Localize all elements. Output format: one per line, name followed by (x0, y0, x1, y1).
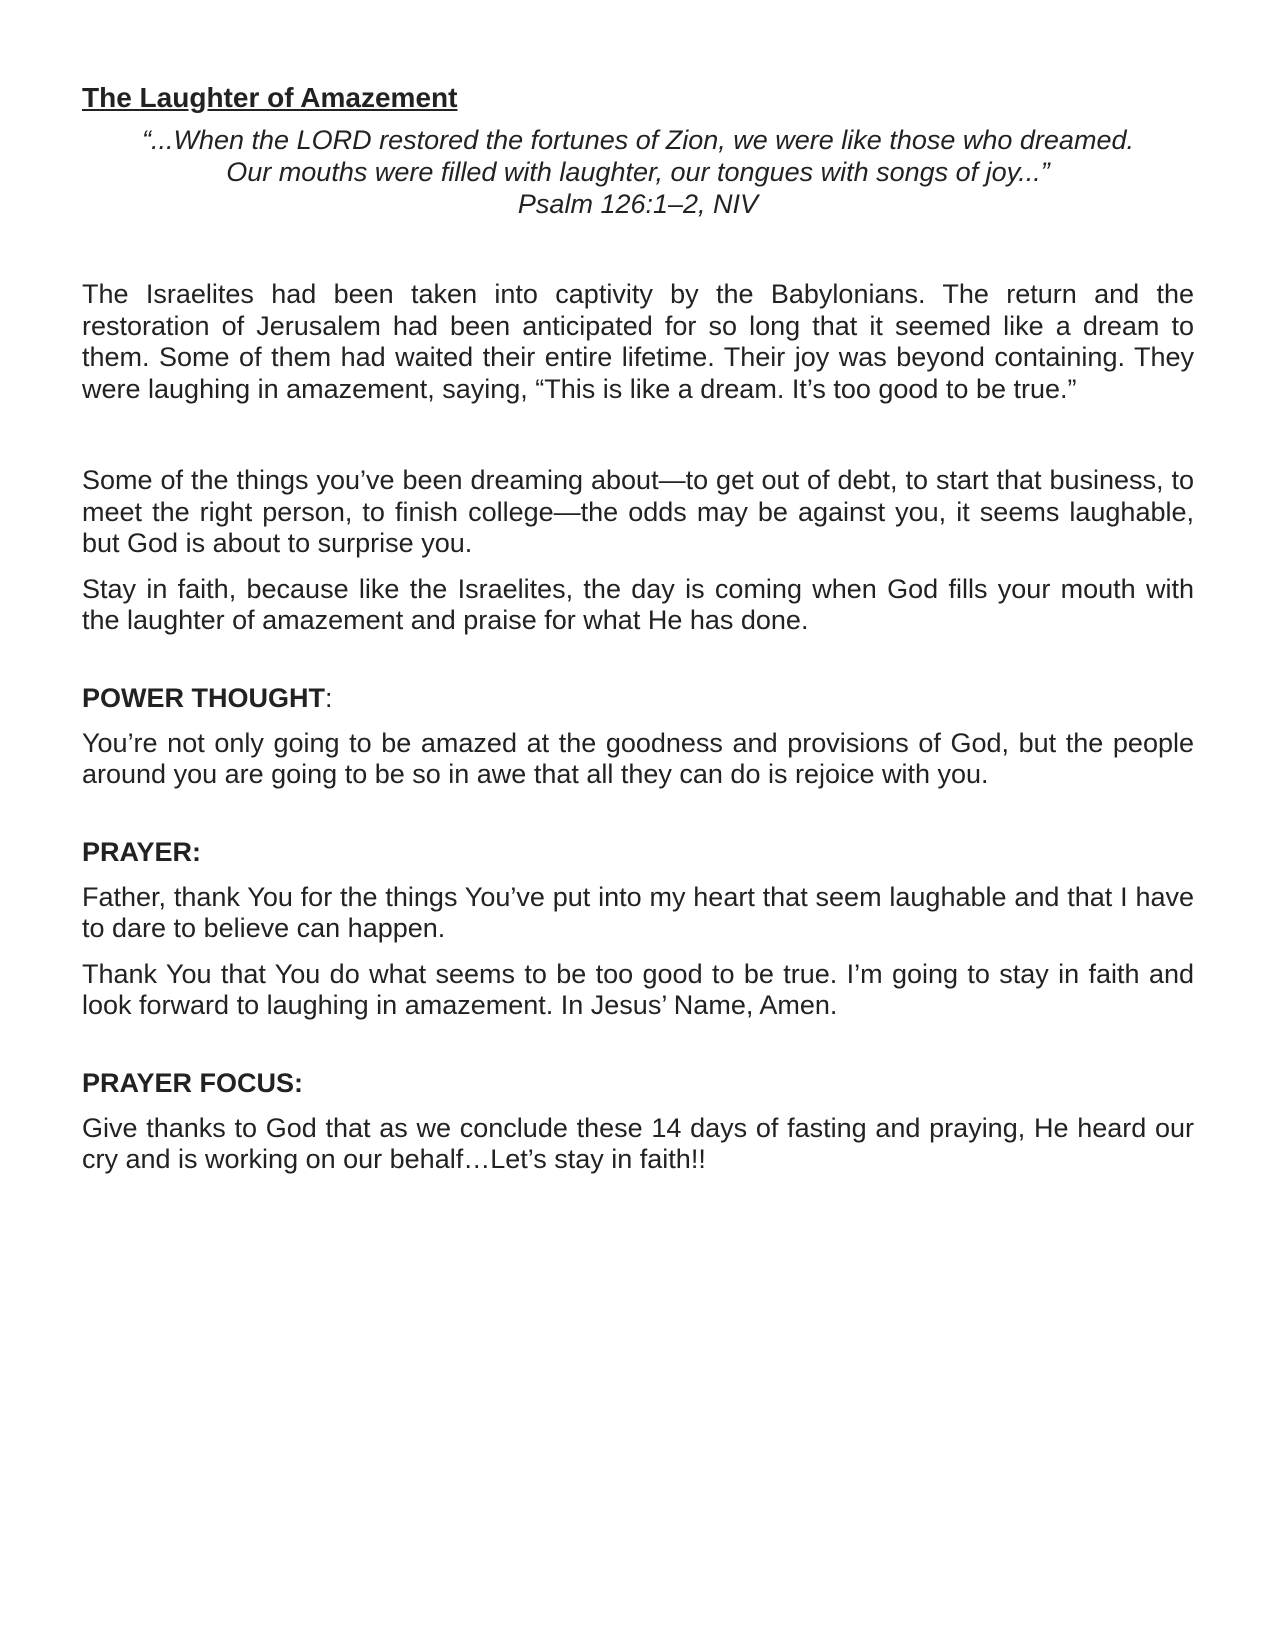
scripture-line-1: “...When the LORD restored the fortunes of Zion, we were like those who dreamed. (142, 125, 1134, 155)
power-thought-heading-colon: : (325, 682, 333, 713)
prayer-paragraph-2: Thank You that You do what seems to be too good to be true. I’m going to stay in faith and look forward to laughing in amazement. In Jesus’ Name, Amen. (82, 958, 1194, 1020)
power-thought-text: You’re not only going to be amazed at the goodness and provisions of God, but the people around you are going to be so in awe that all they can do is rejoice with you. (82, 727, 1194, 789)
scripture-line-2: Our mouths were filled with laughter, our tongues with songs of joy...” (226, 157, 1050, 187)
scripture-quote (82, 124, 1194, 220)
prayer-focus-heading: PRAYER FOCUS: (82, 1067, 304, 1098)
prayer-focus-text: Give thanks to God that as we conclude these 14 days of fasting and praying, He heard our cry and is working on our behalf…Let’s stay in faith!! (82, 1112, 1194, 1174)
page-title: The Laughter of Amazement (82, 82, 458, 113)
body-paragraph-3: Stay in faith, because like the Israelites, the day is coming when God fills your mouth with the laughter of amazement and praise for what He has done. (82, 573, 1194, 635)
body-paragraph-2: Some of the things you’ve been dreaming about—to get out of debt, to start that business, to meet the right person, to finish college—the odds may be against you, it seems laughable, but God is about to surprise you. (82, 465, 1194, 558)
power-thought-heading (82, 682, 1194, 714)
body-paragraph-1: The Israelites had been taken into captivity by the Babylonians. The return and the restoration of Jerusalem had been anticipated for so long that it seemed like a dream to them. Some of them had waited their entire lifetime. Their joy was beyond containing. They were laughing in amazement, saying, “This is like a dream. It’s too good to be true.” (82, 279, 1194, 404)
prayer-heading: PRAYER: (82, 836, 202, 867)
prayer-paragraph-1: Father, thank You for the things You’ve put into my heart that seem laughable and that I have to dare to believe can happen. (82, 881, 1194, 943)
power-thought-heading-label: POWER THOUGHT (82, 682, 325, 713)
scripture-reference: Psalm 126:1–2, NIV (517, 189, 759, 219)
